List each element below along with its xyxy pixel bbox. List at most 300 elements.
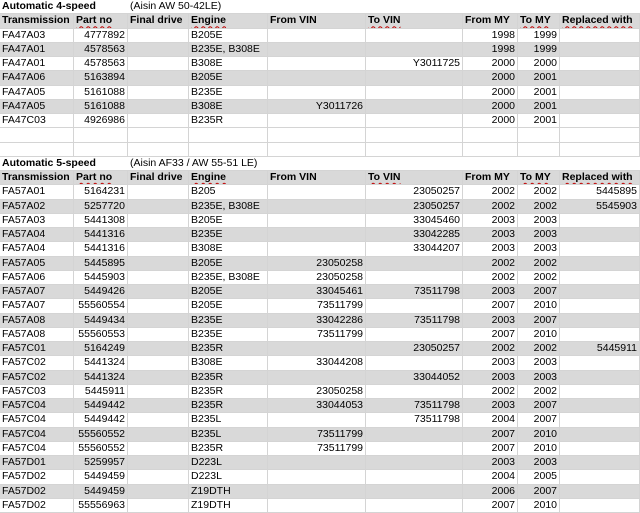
- cell-part-no[interactable]: 55560552: [74, 442, 128, 455]
- cell-to-my[interactable]: 2003: [518, 456, 560, 469]
- cell-empty[interactable]: [74, 143, 128, 156]
- cell-transmission[interactable]: FA57A06: [0, 271, 74, 284]
- cell-part-no[interactable]: 55560553: [74, 328, 128, 341]
- cell-from-my[interactable]: 1998: [463, 29, 518, 42]
- cell-from-my[interactable]: 2007: [463, 299, 518, 312]
- cell-to-vin[interactable]: [366, 100, 463, 113]
- header-final-drive[interactable]: Final drive: [128, 14, 189, 27]
- cell-to-vin[interactable]: 33045460: [366, 214, 463, 227]
- cell-final-drive[interactable]: [128, 342, 189, 355]
- cell-from-vin[interactable]: [268, 485, 366, 498]
- cell-to-my[interactable]: 2007: [518, 413, 560, 426]
- cell-from-vin[interactable]: [268, 200, 366, 213]
- cell-final-drive[interactable]: [128, 114, 189, 127]
- cell-to-vin[interactable]: 33044052: [366, 371, 463, 384]
- cell-to-vin[interactable]: [366, 299, 463, 312]
- cell-engine[interactable]: B235R: [189, 114, 268, 127]
- cell-engine[interactable]: B235R: [189, 442, 268, 455]
- cell-from-my[interactable]: 2006: [463, 485, 518, 498]
- cell-to-vin[interactable]: [366, 385, 463, 398]
- cell-replaced-with[interactable]: [560, 228, 640, 241]
- cell-part-no[interactable]: 5449442: [74, 399, 128, 412]
- header-replaced-with[interactable]: Replaced with: [560, 14, 640, 27]
- cell-to-my[interactable]: 2001: [518, 86, 560, 99]
- cell-from-my[interactable]: 2000: [463, 86, 518, 99]
- cell-transmission[interactable]: FA57C03: [0, 385, 74, 398]
- cell-from-vin[interactable]: [268, 228, 366, 241]
- cell-to-my[interactable]: 2002: [518, 342, 560, 355]
- cell-engine[interactable]: B205E: [189, 299, 268, 312]
- cell-part-no[interactable]: 5449442: [74, 413, 128, 426]
- cell-empty[interactable]: [74, 128, 128, 141]
- header-to-my[interactable]: To MY: [518, 14, 560, 27]
- cell-from-my[interactable]: 2003: [463, 356, 518, 369]
- cell-from-my[interactable]: 2007: [463, 328, 518, 341]
- cell-engine[interactable]: B205E: [189, 29, 268, 42]
- cell-final-drive[interactable]: [128, 200, 189, 213]
- cell-final-drive[interactable]: [128, 71, 189, 84]
- cell-from-my[interactable]: 2003: [463, 314, 518, 327]
- cell-transmission[interactable]: FA47A05: [0, 86, 74, 99]
- cell-final-drive[interactable]: [128, 442, 189, 455]
- cell-replaced-with[interactable]: [560, 242, 640, 255]
- cell-part-no[interactable]: 5164249: [74, 342, 128, 355]
- cell-to-vin[interactable]: [366, 499, 463, 512]
- cell-to-my[interactable]: 2001: [518, 114, 560, 127]
- cell-from-vin[interactable]: [268, 499, 366, 512]
- cell-engine[interactable]: B308E: [189, 100, 268, 113]
- cell-to-my[interactable]: 2000: [518, 57, 560, 70]
- cell-transmission[interactable]: FA57A05: [0, 257, 74, 270]
- cell-to-vin[interactable]: 23050257: [366, 200, 463, 213]
- cell-to-vin[interactable]: [366, 271, 463, 284]
- cell-engine[interactable]: B235E, B308E: [189, 200, 268, 213]
- cell-final-drive[interactable]: [128, 371, 189, 384]
- cell-final-drive[interactable]: [128, 100, 189, 113]
- cell-transmission[interactable]: FA47C03: [0, 114, 74, 127]
- cell-from-vin[interactable]: 23050258: [268, 385, 366, 398]
- cell-final-drive[interactable]: [128, 242, 189, 255]
- cell-empty[interactable]: [518, 143, 560, 156]
- cell-empty[interactable]: [366, 143, 463, 156]
- cell-to-my[interactable]: 2010: [518, 428, 560, 441]
- cell-from-vin[interactable]: [268, 114, 366, 127]
- cell-from-my[interactable]: 2003: [463, 285, 518, 298]
- cell-replaced-with[interactable]: [560, 428, 640, 441]
- cell-to-my[interactable]: 2003: [518, 228, 560, 241]
- cell-from-vin[interactable]: [268, 185, 366, 198]
- cell-empty[interactable]: [189, 143, 268, 156]
- cell-part-no[interactable]: 55556963: [74, 499, 128, 512]
- cell-engine[interactable]: B205E: [189, 214, 268, 227]
- cell-part-no[interactable]: 55560554: [74, 299, 128, 312]
- cell-to-vin[interactable]: [366, 442, 463, 455]
- cell-engine[interactable]: B235E: [189, 86, 268, 99]
- cell-empty[interactable]: [560, 143, 640, 156]
- cell-to-my[interactable]: 2010: [518, 499, 560, 512]
- cell-from-vin[interactable]: 33045461: [268, 285, 366, 298]
- cell-replaced-with[interactable]: [560, 385, 640, 398]
- cell-transmission[interactable]: FA47A01: [0, 57, 74, 70]
- cell-engine[interactable]: Z19DTH: [189, 485, 268, 498]
- cell-replaced-with[interactable]: [560, 214, 640, 227]
- cell-final-drive[interactable]: [128, 456, 189, 469]
- cell-final-drive[interactable]: [128, 29, 189, 42]
- cell-part-no[interactable]: 5445895: [74, 257, 128, 270]
- header-from-vin[interactable]: From VIN: [268, 171, 366, 184]
- cell-part-no[interactable]: 5445911: [74, 385, 128, 398]
- cell-transmission[interactable]: FA57A01: [0, 185, 74, 198]
- cell-to-vin[interactable]: [366, 328, 463, 341]
- cell-from-my[interactable]: 2004: [463, 470, 518, 483]
- cell-transmission[interactable]: FA57A07: [0, 285, 74, 298]
- cell-part-no[interactable]: 4578563: [74, 57, 128, 70]
- header-part-no[interactable]: Part no: [74, 171, 128, 184]
- cell-from-my[interactable]: 2003: [463, 371, 518, 384]
- cell-to-my[interactable]: 2002: [518, 385, 560, 398]
- cell-final-drive[interactable]: [128, 485, 189, 498]
- cell-engine[interactable]: B235E, B308E: [189, 43, 268, 56]
- cell-to-my[interactable]: 2007: [518, 285, 560, 298]
- cell-transmission[interactable]: FA47A01: [0, 43, 74, 56]
- cell-final-drive[interactable]: [128, 228, 189, 241]
- cell-to-my[interactable]: 2007: [518, 314, 560, 327]
- cell-engine[interactable]: B205E: [189, 285, 268, 298]
- cell-to-my[interactable]: 1999: [518, 29, 560, 42]
- cell-replaced-with[interactable]: [560, 470, 640, 483]
- cell-to-my[interactable]: 2003: [518, 214, 560, 227]
- cell-empty[interactable]: [560, 128, 640, 141]
- cell-part-no[interactable]: 5441316: [74, 242, 128, 255]
- cell-replaced-with[interactable]: [560, 371, 640, 384]
- cell-from-my[interactable]: 2004: [463, 413, 518, 426]
- cell-from-vin[interactable]: 23050258: [268, 257, 366, 270]
- cell-part-no[interactable]: 5163894: [74, 71, 128, 84]
- cell-from-my[interactable]: 2003: [463, 228, 518, 241]
- cell-final-drive[interactable]: [128, 299, 189, 312]
- cell-empty[interactable]: [366, 128, 463, 141]
- cell-part-no[interactable]: 5441308: [74, 214, 128, 227]
- cell-to-vin[interactable]: 23050257: [366, 185, 463, 198]
- header-transmission[interactable]: Transmission: [0, 14, 74, 27]
- header-to-vin[interactable]: To VIN: [366, 14, 463, 27]
- cell-part-no[interactable]: 4578563: [74, 43, 128, 56]
- cell-to-vin[interactable]: 33042285: [366, 228, 463, 241]
- cell-to-vin[interactable]: [366, 43, 463, 56]
- cell-to-my[interactable]: 2007: [518, 399, 560, 412]
- cell-final-drive[interactable]: [128, 285, 189, 298]
- cell-replaced-with[interactable]: [560, 100, 640, 113]
- cell-replaced-with[interactable]: [560, 29, 640, 42]
- cell-to-vin[interactable]: [366, 114, 463, 127]
- cell-final-drive[interactable]: [128, 328, 189, 341]
- cell-to-my[interactable]: 2003: [518, 242, 560, 255]
- cell-from-vin[interactable]: [268, 371, 366, 384]
- cell-to-vin[interactable]: 73511798: [366, 314, 463, 327]
- cell-replaced-with[interactable]: 5445911: [560, 342, 640, 355]
- header-replaced-with[interactable]: Replaced with: [560, 171, 640, 184]
- cell-part-no[interactable]: 5441324: [74, 371, 128, 384]
- cell-replaced-with[interactable]: [560, 57, 640, 70]
- cell-transmission[interactable]: FA57C04: [0, 413, 74, 426]
- cell-replaced-with[interactable]: [560, 114, 640, 127]
- cell-to-my[interactable]: 2005: [518, 470, 560, 483]
- cell-to-vin[interactable]: [366, 257, 463, 270]
- cell-to-my[interactable]: 2007: [518, 485, 560, 498]
- cell-final-drive[interactable]: [128, 43, 189, 56]
- cell-engine[interactable]: D223L: [189, 456, 268, 469]
- cell-final-drive[interactable]: [128, 214, 189, 227]
- cell-from-my[interactable]: 2003: [463, 242, 518, 255]
- cell-to-vin[interactable]: 73511798: [366, 413, 463, 426]
- cell-to-my[interactable]: 2001: [518, 71, 560, 84]
- cell-part-no[interactable]: 5449459: [74, 470, 128, 483]
- header-from-my[interactable]: From MY: [463, 14, 518, 27]
- cell-transmission[interactable]: FA57A08: [0, 314, 74, 327]
- cell-transmission[interactable]: FA47A05: [0, 100, 74, 113]
- cell-engine[interactable]: B235R: [189, 342, 268, 355]
- header-to-vin[interactable]: To VIN: [366, 171, 463, 184]
- section-title[interactable]: Automatic 4-speed: [2, 0, 96, 12]
- cell-from-my[interactable]: 2000: [463, 100, 518, 113]
- cell-to-vin[interactable]: [366, 86, 463, 99]
- cell-part-no[interactable]: 5449434: [74, 314, 128, 327]
- cell-part-no[interactable]: 5257720: [74, 200, 128, 213]
- cell-from-my[interactable]: 2002: [463, 342, 518, 355]
- cell-final-drive[interactable]: [128, 399, 189, 412]
- cell-engine[interactable]: B205E: [189, 71, 268, 84]
- cell-empty[interactable]: [518, 128, 560, 141]
- cell-part-no[interactable]: 5449459: [74, 485, 128, 498]
- cell-transmission[interactable]: FA57C04: [0, 442, 74, 455]
- cell-transmission[interactable]: FA57A07: [0, 299, 74, 312]
- cell-from-my[interactable]: 2003: [463, 214, 518, 227]
- cell-replaced-with[interactable]: [560, 485, 640, 498]
- cell-from-my[interactable]: 2000: [463, 114, 518, 127]
- cell-part-no[interactable]: 5259957: [74, 456, 128, 469]
- cell-final-drive[interactable]: [128, 470, 189, 483]
- cell-transmission[interactable]: FA57C02: [0, 371, 74, 384]
- cell-from-vin[interactable]: [268, 86, 366, 99]
- cell-part-no[interactable]: 5445903: [74, 271, 128, 284]
- cell-engine[interactable]: B235E: [189, 228, 268, 241]
- cell-engine[interactable]: B235L: [189, 428, 268, 441]
- cell-transmission[interactable]: FA57A08: [0, 328, 74, 341]
- cell-replaced-with[interactable]: [560, 314, 640, 327]
- cell-transmission[interactable]: FA57A03: [0, 214, 74, 227]
- cell-transmission[interactable]: FA57A02: [0, 200, 74, 213]
- cell-replaced-with[interactable]: [560, 71, 640, 84]
- cell-transmission[interactable]: FA57C04: [0, 428, 74, 441]
- cell-engine[interactable]: B205E: [189, 257, 268, 270]
- header-from-vin[interactable]: From VIN: [268, 14, 366, 27]
- cell-part-no[interactable]: 5441316: [74, 228, 128, 241]
- cell-final-drive[interactable]: [128, 185, 189, 198]
- cell-transmission[interactable]: FA57C02: [0, 356, 74, 369]
- cell-to-vin[interactable]: [366, 29, 463, 42]
- cell-from-vin[interactable]: 33044208: [268, 356, 366, 369]
- cell-from-vin[interactable]: [268, 71, 366, 84]
- cell-from-my[interactable]: 2003: [463, 399, 518, 412]
- cell-from-vin[interactable]: [268, 214, 366, 227]
- cell-from-vin[interactable]: [268, 342, 366, 355]
- header-engine[interactable]: Engine: [189, 14, 268, 27]
- cell-transmission[interactable]: FA47A03: [0, 29, 74, 42]
- cell-to-my[interactable]: 2010: [518, 299, 560, 312]
- cell-from-my[interactable]: 2007: [463, 499, 518, 512]
- cell-engine[interactable]: B308E: [189, 242, 268, 255]
- cell-from-vin[interactable]: [268, 57, 366, 70]
- cell-final-drive[interactable]: [128, 499, 189, 512]
- cell-engine[interactable]: D223L: [189, 470, 268, 483]
- cell-from-my[interactable]: 2000: [463, 71, 518, 84]
- cell-engine[interactable]: B308E: [189, 57, 268, 70]
- cell-replaced-with[interactable]: 5445895: [560, 185, 640, 198]
- cell-empty[interactable]: [463, 128, 518, 141]
- cell-empty[interactable]: [268, 143, 366, 156]
- cell-final-drive[interactable]: [128, 86, 189, 99]
- cell-final-drive[interactable]: [128, 356, 189, 369]
- cell-part-no[interactable]: 5449426: [74, 285, 128, 298]
- cell-from-vin[interactable]: [268, 470, 366, 483]
- cell-replaced-with[interactable]: [560, 86, 640, 99]
- cell-engine[interactable]: Z19DTH: [189, 499, 268, 512]
- cell-part-no[interactable]: 5161088: [74, 100, 128, 113]
- cell-from-vin[interactable]: Y3011726: [268, 100, 366, 113]
- cell-replaced-with[interactable]: [560, 399, 640, 412]
- cell-from-vin[interactable]: [268, 29, 366, 42]
- cell-to-my[interactable]: 2010: [518, 328, 560, 341]
- cell-final-drive[interactable]: [128, 57, 189, 70]
- cell-part-no[interactable]: 5441324: [74, 356, 128, 369]
- cell-empty[interactable]: [268, 128, 366, 141]
- cell-part-no[interactable]: 5164231: [74, 185, 128, 198]
- cell-replaced-with[interactable]: [560, 328, 640, 341]
- cell-to-vin[interactable]: [366, 428, 463, 441]
- cell-part-no[interactable]: 4777892: [74, 29, 128, 42]
- cell-replaced-with[interactable]: 5545903: [560, 200, 640, 213]
- header-to-my[interactable]: To MY: [518, 171, 560, 184]
- cell-to-my[interactable]: 2010: [518, 442, 560, 455]
- cell-replaced-with[interactable]: [560, 356, 640, 369]
- cell-transmission[interactable]: FA57A04: [0, 228, 74, 241]
- cell-transmission[interactable]: FA57D01: [0, 456, 74, 469]
- cell-final-drive[interactable]: [128, 385, 189, 398]
- cell-engine[interactable]: B205: [189, 185, 268, 198]
- cell-from-vin[interactable]: 73511799: [268, 299, 366, 312]
- cell-final-drive[interactable]: [128, 413, 189, 426]
- cell-to-my[interactable]: 2003: [518, 356, 560, 369]
- cell-to-vin[interactable]: 23050257: [366, 342, 463, 355]
- cell-from-my[interactable]: 2002: [463, 200, 518, 213]
- header-from-my[interactable]: From MY: [463, 171, 518, 184]
- cell-replaced-with[interactable]: [560, 285, 640, 298]
- cell-to-vin[interactable]: [366, 71, 463, 84]
- cell-transmission[interactable]: FA57D02: [0, 470, 74, 483]
- cell-final-drive[interactable]: [128, 428, 189, 441]
- cell-to-my[interactable]: 2002: [518, 257, 560, 270]
- cell-from-vin[interactable]: [268, 43, 366, 56]
- cell-from-my[interactable]: 2007: [463, 428, 518, 441]
- cell-replaced-with[interactable]: [560, 442, 640, 455]
- cell-empty[interactable]: [0, 128, 74, 141]
- header-final-drive[interactable]: Final drive: [128, 171, 189, 184]
- cell-from-vin[interactable]: [268, 242, 366, 255]
- section-title[interactable]: Automatic 5-speed: [2, 156, 96, 169]
- cell-engine[interactable]: B235E: [189, 314, 268, 327]
- cell-empty[interactable]: [189, 128, 268, 141]
- cell-engine[interactable]: B235R: [189, 371, 268, 384]
- cell-to-vin[interactable]: 73511798: [366, 399, 463, 412]
- cell-from-vin[interactable]: 73511799: [268, 428, 366, 441]
- cell-from-my[interactable]: 2002: [463, 185, 518, 198]
- cell-engine[interactable]: B235R: [189, 385, 268, 398]
- cell-to-vin[interactable]: [366, 470, 463, 483]
- cell-to-vin[interactable]: [366, 356, 463, 369]
- cell-engine[interactable]: B235L: [189, 413, 268, 426]
- cell-to-my[interactable]: 2002: [518, 200, 560, 213]
- cell-to-my[interactable]: 2002: [518, 185, 560, 198]
- cell-transmission[interactable]: FA57A04: [0, 242, 74, 255]
- cell-empty[interactable]: [0, 143, 74, 156]
- cell-final-drive[interactable]: [128, 257, 189, 270]
- cell-from-my[interactable]: 2000: [463, 57, 518, 70]
- cell-engine[interactable]: B308E: [189, 356, 268, 369]
- header-transmission[interactable]: Transmission: [0, 171, 74, 184]
- cell-to-vin[interactable]: 33044207: [366, 242, 463, 255]
- cell-replaced-with[interactable]: [560, 43, 640, 56]
- cell-from-my[interactable]: 2002: [463, 271, 518, 284]
- cell-replaced-with[interactable]: [560, 271, 640, 284]
- cell-replaced-with[interactable]: [560, 257, 640, 270]
- cell-empty[interactable]: [463, 143, 518, 156]
- cell-from-vin[interactable]: 73511799: [268, 442, 366, 455]
- cell-to-vin[interactable]: [366, 456, 463, 469]
- cell-empty[interactable]: [128, 128, 189, 141]
- cell-from-my[interactable]: 2003: [463, 456, 518, 469]
- cell-part-no[interactable]: 5161088: [74, 86, 128, 99]
- cell-from-vin[interactable]: 33044053: [268, 399, 366, 412]
- cell-transmission[interactable]: FA47A06: [0, 71, 74, 84]
- cell-from-my[interactable]: 2002: [463, 385, 518, 398]
- cell-from-my[interactable]: 2002: [463, 257, 518, 270]
- cell-final-drive[interactable]: [128, 314, 189, 327]
- cell-part-no[interactable]: 55560552: [74, 428, 128, 441]
- cell-to-my[interactable]: 2003: [518, 371, 560, 384]
- header-engine[interactable]: Engine: [189, 171, 268, 184]
- cell-from-vin[interactable]: 73511799: [268, 328, 366, 341]
- cell-replaced-with[interactable]: [560, 499, 640, 512]
- cell-replaced-with[interactable]: [560, 299, 640, 312]
- cell-transmission[interactable]: FA57C01: [0, 342, 74, 355]
- cell-to-my[interactable]: 2002: [518, 271, 560, 284]
- cell-transmission[interactable]: FA57D02: [0, 499, 74, 512]
- header-part-no[interactable]: Part no: [74, 14, 128, 27]
- cell-replaced-with[interactable]: [560, 413, 640, 426]
- cell-from-vin[interactable]: 33042286: [268, 314, 366, 327]
- cell-engine[interactable]: B235E, B308E: [189, 271, 268, 284]
- cell-transmission[interactable]: FA57D02: [0, 485, 74, 498]
- cell-from-my[interactable]: 2007: [463, 442, 518, 455]
- cell-from-my[interactable]: 1998: [463, 43, 518, 56]
- cell-transmission[interactable]: FA57C04: [0, 399, 74, 412]
- cell-replaced-with[interactable]: [560, 456, 640, 469]
- cell-to-vin[interactable]: 73511798: [366, 285, 463, 298]
- cell-from-vin[interactable]: [268, 456, 366, 469]
- cell-engine[interactable]: B235R: [189, 399, 268, 412]
- cell-final-drive[interactable]: [128, 271, 189, 284]
- cell-to-vin[interactable]: Y3011725: [366, 57, 463, 70]
